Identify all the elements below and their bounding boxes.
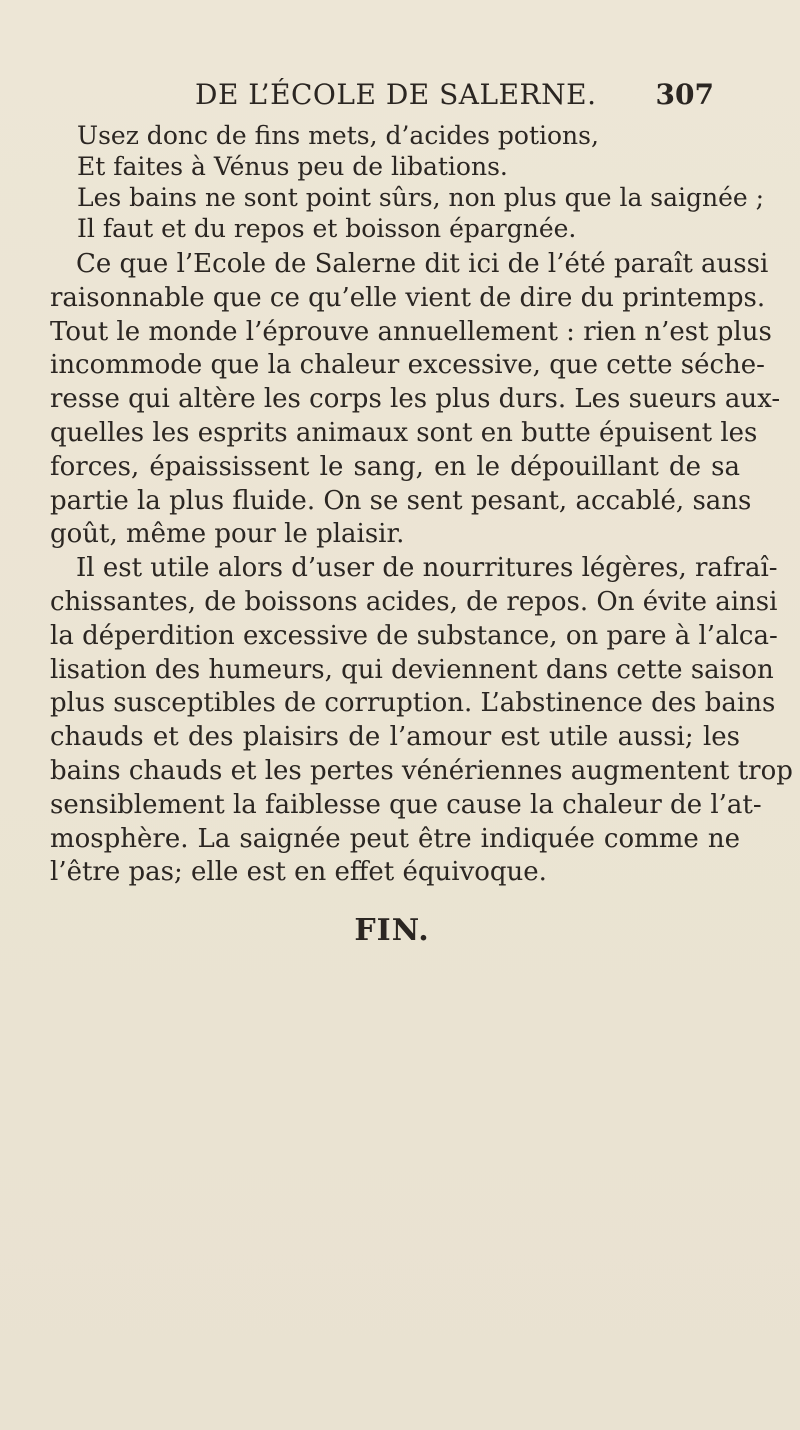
paragraph-line: resse qui altère les corps les plus durs. Les sueurs aux- — [50, 384, 781, 415]
verse-line: Les bains ne sont point sûrs, non plus que la saignée ; — [77, 183, 765, 212]
page-number: 307 — [655, 78, 714, 111]
paragraph-line: raisonnable que ce qu’elle vient de dire du printemps. — [50, 282, 766, 313]
running-head: DE L’ÉCOLE DE SALERNE. — [195, 78, 597, 111]
paragraph-line: Ce que l’Ecole de Salerne dit ici de l’été paraît aussi — [76, 249, 769, 279]
paragraph-line: partie la plus fluide. On se sent pesant, accablé, sans — [50, 485, 752, 516]
paragraph-line: lisation des humeurs, qui deviennent dans cette saison — [50, 654, 774, 685]
paragraph-line: chauds et des plaisirs de l’amour est utile aussi; les — [50, 722, 740, 753]
verse-stanza — [77, 120, 765, 244]
verse-line: Usez donc de fins mets, d’acides potions, — [77, 121, 599, 150]
paragraph-line: goût, même pour le plaisir. — [50, 519, 405, 550]
paragraph-line: plus susceptibles de corruption. L’abstinence des bains — [50, 688, 776, 719]
page-header — [0, 78, 800, 122]
paragraph-line: sensiblement la faiblesse que cause la chaleur de l’at- — [50, 789, 762, 820]
paragraph-line: chissantes, de boissons acides, de repos. On évite ainsi — [50, 586, 778, 617]
paragraph-line: Tout le monde l’éprouve annuellement : rien n’est plus — [50, 316, 772, 347]
verse-line: Il faut et du repos et boisson épargnée. — [77, 214, 577, 243]
verse-line: Et faites à Vénus peu de libations. — [77, 152, 508, 181]
paragraph-line: Il est utile alors d’user de nourritures légères, rafraî- — [76, 553, 778, 584]
paragraph-line: la déperdition excessive de substance, on pare à l’alca- — [50, 620, 778, 651]
paragraph-line: l’être pas; elle est en effet équivoque. — [50, 857, 547, 888]
paragraph-line: quelles les esprits animaux sont en butte épuisent les — [50, 417, 758, 448]
commentary-text — [50, 248, 793, 890]
paragraph-line: incommode que la chaleur excessive, que cette séche- — [50, 350, 765, 381]
fin-heading — [0, 913, 800, 948]
paragraph-line: bains chauds et les pertes vénériennes augmentent trop — [50, 755, 793, 786]
fin-text: FIN. — [354, 913, 430, 948]
paragraph-line: forces, épaississent le sang, en le dépouillant de sa — [50, 451, 740, 482]
paragraph-line: mosphère. La saignée peut être indiquée comme ne — [50, 823, 740, 854]
